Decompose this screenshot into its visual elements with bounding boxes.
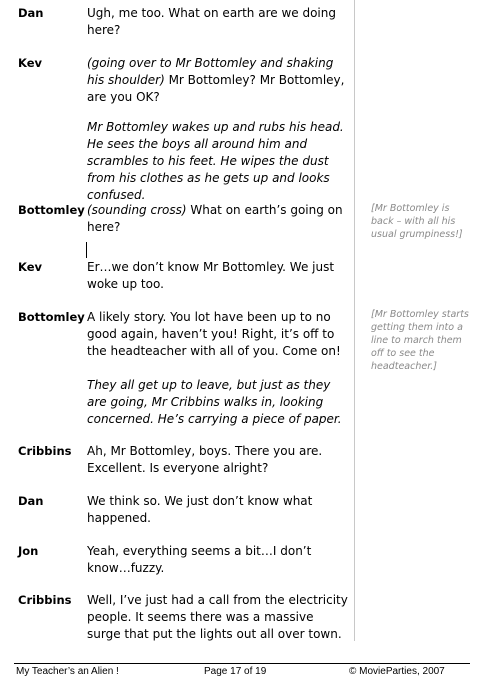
- dialogue-text: Er…we don’t know Mr Bottomley. We just woke up too.: [87, 260, 335, 291]
- speaker-name: Dan: [18, 6, 44, 20]
- speaker-name: Bottomley: [18, 310, 85, 324]
- speaker-name: Jon: [18, 544, 39, 558]
- dialogue-text: [87, 55, 349, 106]
- dialogue-text: Ugh, me too. What on earth are we doing here?: [87, 6, 336, 37]
- dialogue-text: Well, I’ve just had a call from the electricity people. It seems there was a massive surge that put the lights out all over town.: [87, 593, 348, 641]
- dialogue-text: A likely story. You lot have been up to no good again, haven’t you! Right, it’s off to the headteacher with all of you. Come on!: [87, 310, 341, 358]
- margin-note: [Mr Bottomley is back – with all his usual grumpiness!]: [371, 203, 463, 240]
- footer-copyright: © MovieParties, 2007: [349, 666, 445, 677]
- dialogue-text: Ah, Mr Bottomley, boys. There you are. Excellent. Is everyone alright?: [87, 444, 323, 475]
- margin-divider: [354, 0, 355, 641]
- stage-direction-text: Mr Bottomley wakes up and rubs his head. He sees the boys all around him and scrambles to his feet. He wipes the dust from his clothes as he gets up and looks confused.: [87, 120, 344, 202]
- speaker-name: Cribbins: [18, 444, 72, 458]
- speaker-name: Kev: [18, 56, 43, 70]
- page-number: Page 17 of 19: [204, 666, 267, 677]
- speaker-name: Kev: [18, 260, 43, 274]
- dialogue-text: Yeah, everything seems a bit…I don’t know…fuzzy.: [87, 544, 312, 575]
- stage-direction-inline: (sounding cross): [87, 203, 187, 217]
- speaker-name: Cribbins: [18, 593, 72, 607]
- speaker-name: Bottomley: [18, 203, 85, 217]
- dialogue-text: We think so. We just don’t know what happened.: [87, 494, 313, 525]
- stage-direction-inline: (going over to Mr Bottomley and shaking his shoulder): [87, 56, 334, 87]
- dialogue-text: [87, 202, 349, 236]
- footer-rule: [14, 663, 470, 664]
- footer-title: My Teacher’s an Alien !: [16, 666, 119, 677]
- dialogue-fragment: Mr Bottomley? Mr Bottomley, are you OK?: [87, 73, 345, 104]
- stage-direction-text: They all get up to leave, but just as they are going, Mr Cribbins walks in, looking concerned. He’s carrying a piece of paper.: [87, 378, 342, 426]
- speaker-name: Dan: [18, 494, 44, 508]
- margin-note: [Mr Bottomley starts getting them into a line to march them off to see the headteacher.]: [371, 309, 469, 372]
- dialogue-fragment: What on earth’s going on here?: [87, 203, 343, 234]
- text-cursor: [86, 242, 87, 258]
